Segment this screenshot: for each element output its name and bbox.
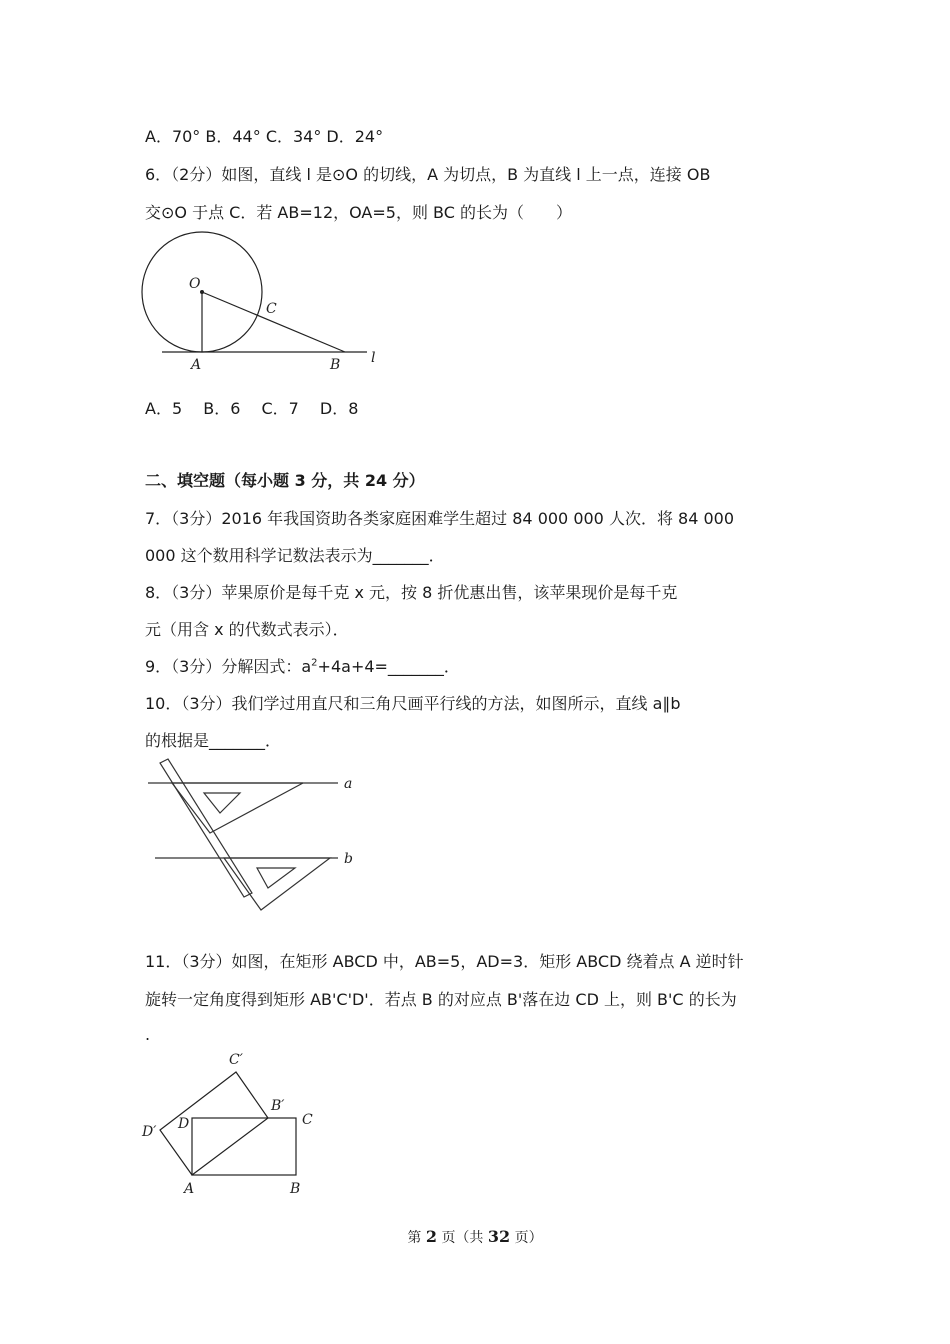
q9-text [145,654,460,677]
q11-text-line3: . [145,1025,151,1044]
label-d-prime: D′ [142,1124,157,1140]
label-a: A [184,1181,195,1197]
label-o: O [189,276,201,292]
q9-prefix: 9．（3分）分解因式：a [145,657,312,676]
page-footer: 第 2 页（共 32 页） [407,1227,543,1246]
q8-text-line1: 8．（3分）苹果原价是每千克 x 元，按 8 折优惠出售，该苹果现价是每千克 [145,583,678,602]
q6-options: A．5 B．6 C．7 D．8 [145,399,359,418]
q9-exponent: 2 [311,657,318,669]
q8-text-line2: 元（用含 x 的代数式表示）． [145,620,349,639]
q6-figure [135,225,395,375]
label-a: A [191,357,202,373]
q6-text-line2: 交⊙O 于点 C．若 AB=12，OA=5，则 BC 的长为（ ） [145,203,573,222]
label-b-prime: B′ [271,1098,285,1114]
q11-text-line1: 11．（3分）如图，在矩形 ABCD 中，AB=5，AD=3．矩形 ABCD 绕着点 A 逆时针 [145,952,744,971]
label-c: C [266,301,277,317]
q10-text-line2: 的根据是_______． [145,731,282,750]
q10-figure [140,755,370,915]
section2-title: 二、填空题（每小题 3 分，共 24 分） [145,471,425,490]
q6-text-line1: 6．（2分）如图，直线 l 是⊙O 的切线，A 为切点，B 为直线 l 上一点，连接 OB [145,165,711,184]
q7-text-line1: 7．（3分）2016 年我国资助各类家庭困难学生超过 84 000 000 人次．将 84 000 [145,509,735,528]
q10-text-line1: 10．（3分）我们学过用直尺和三角尺画平行线的方法，如图所示，直线 a∥b [145,694,681,713]
q11-text-line2: 旋转一定角度得到矩形 AB'C'D'．若点 B 的对应点 B'落在边 CD 上，则 B'C 的长为 [145,990,737,1009]
label-b: B [290,1181,301,1197]
label-b: B [330,357,341,373]
label-a: a [344,776,353,792]
label-c-prime: C′ [229,1052,243,1068]
label-b: b [344,851,353,867]
q5-options: A．70° B．44° C．34° D．24° [145,127,384,146]
label-c: C [302,1112,313,1128]
q9-suffix: +4a+4=_______． [317,657,460,676]
label-l: l [371,350,376,366]
label-d: D [178,1116,190,1132]
q7-text-line2: 000 这个数用科学记数法表示为_______． [145,546,445,565]
q11-figure [138,1048,328,1203]
